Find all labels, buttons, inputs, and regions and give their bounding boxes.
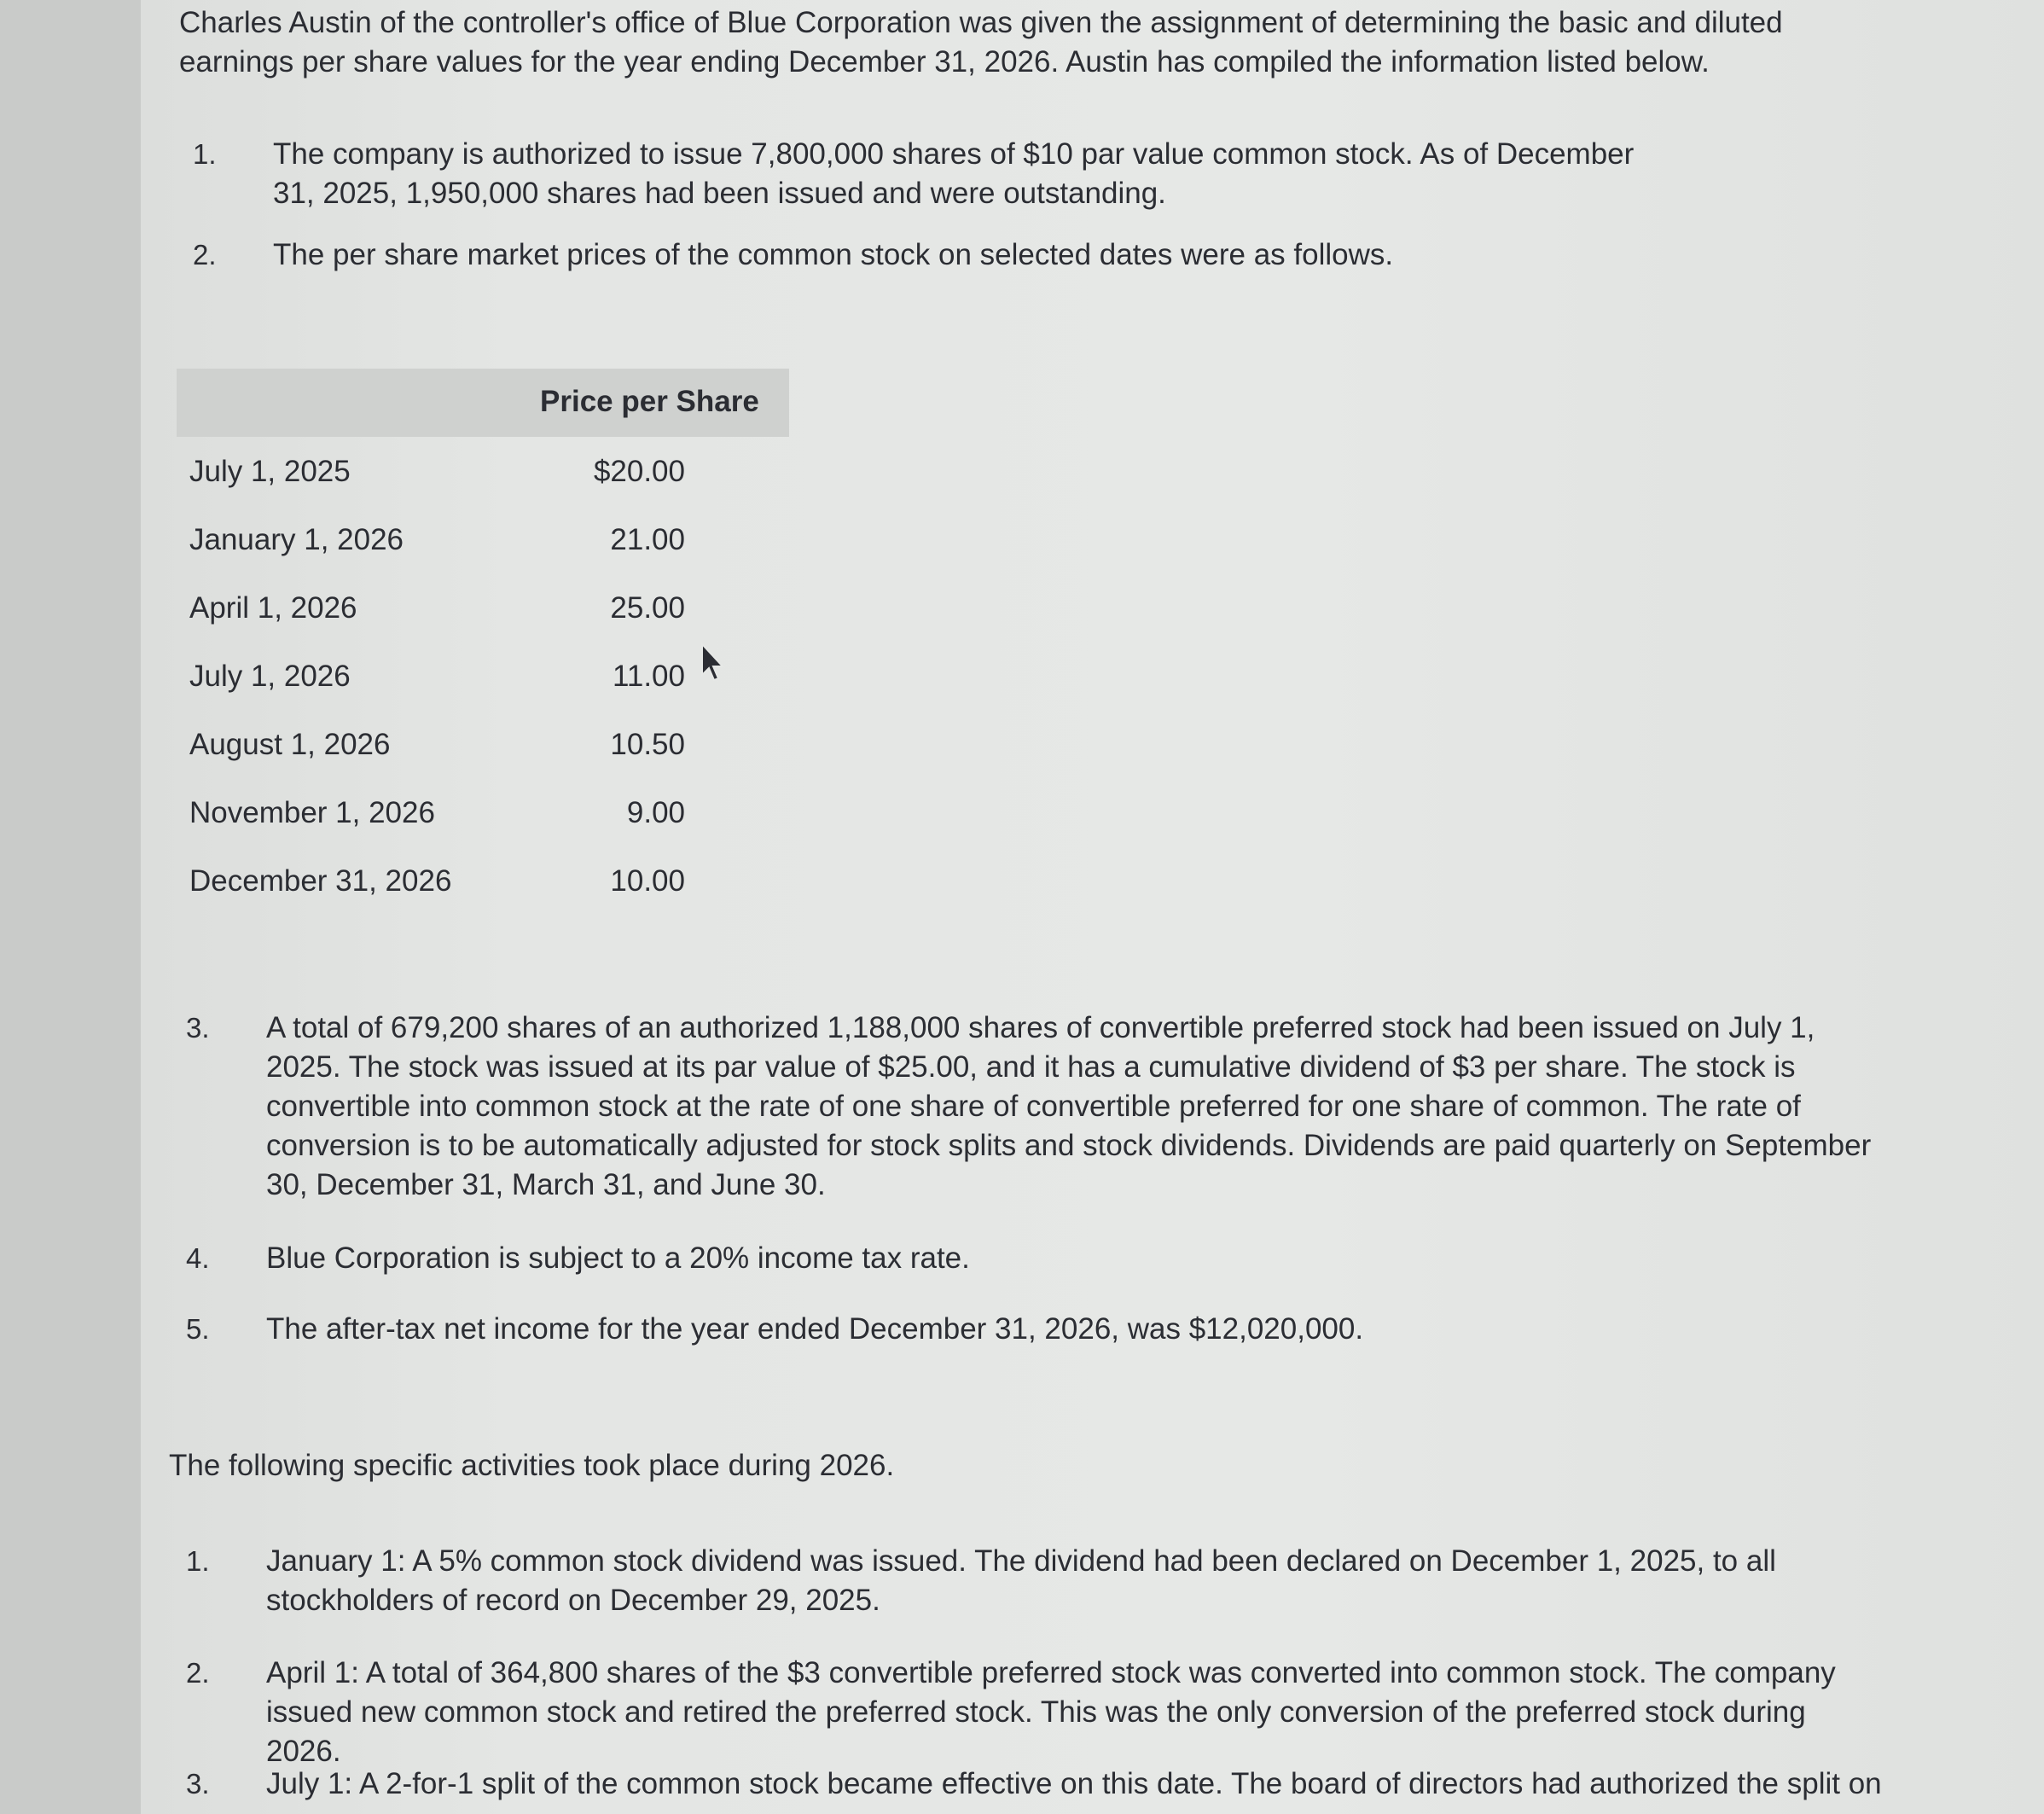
info-item-text: Blue Corporation is subject to a 20% income tax rate.	[266, 1241, 970, 1275]
mouse-pointer-icon	[700, 642, 725, 685]
date-cell: August 1, 2026	[189, 728, 391, 761]
table-row	[177, 505, 789, 573]
price-cell: 10.00	[610, 864, 685, 898]
info-item-text: A total of 679,200 shares of an authorized 1,188,000 shares of convertible preferred stock had been issued on July 1, 2025. The stock was issued at its par value of $25.00, and it has a cumulative dividend of $3 per share. The stock is convertible into common stock at the rate of one share of convertible preferred for one share of common. The rate of conversion is to be automatically adjusted for stock splits and stock dividends. Dividends are paid quarterly on September 30, December 31, March 31, and June 30.	[266, 1011, 1872, 1201]
activity-text: January 1: A 5% common stock dividend was issued. The dividend had been declared on December 1, 2025, to all stockholders of record on December 29, 2025.	[266, 1544, 1776, 1617]
price-cell: 10.50	[610, 728, 685, 761]
info-item-text: The after-tax net income for the year ended December 31, 2026, was $12,020,000.	[266, 1312, 1364, 1346]
activity-text: July 1: A 2-for-1 split of the common stock became effective on this date. The board of directors had authorized the split on	[266, 1767, 1882, 1800]
info-item-number: 4.	[186, 1242, 210, 1274]
date-cell: April 1, 2026	[189, 591, 357, 625]
date-cell: July 1, 2026	[189, 660, 351, 693]
activity-number: 2.	[186, 1657, 210, 1689]
price-cell: 11.00	[613, 660, 685, 693]
table-row	[177, 437, 789, 505]
price-table	[177, 369, 789, 915]
price-cell: 9.00	[626, 796, 685, 829]
date-cell: January 1, 2026	[189, 523, 404, 556]
price-column-header: Price per Share	[540, 385, 759, 418]
activities-heading: The following specific activities took place during 2026.	[169, 1449, 895, 1482]
date-cell: July 1, 2025	[189, 455, 351, 488]
price-cell: 21.00	[610, 523, 685, 556]
table-row	[177, 710, 789, 778]
info-item-number: 3.	[186, 1012, 210, 1044]
activity-number: 3.	[186, 1768, 210, 1799]
info-item-number: 2.	[193, 239, 217, 270]
activity-number: 1.	[186, 1545, 210, 1577]
date-cell: December 31, 2026	[189, 864, 452, 898]
price-table-header	[177, 369, 789, 437]
table-row	[177, 642, 789, 710]
info-item-text: The company is authorized to issue 7,800,000 shares of $10 par value common stock. As of December 31, 2025, 1,950,000 shares had been issued and were outstanding.	[273, 137, 1635, 210]
price-cell: 25.00	[610, 591, 685, 625]
table-row	[177, 778, 789, 846]
table-row	[177, 573, 789, 642]
info-item-number: 1.	[193, 138, 217, 170]
intro-paragraph: Charles Austin of the controller's office of Blue Corporation was given the assignment of determining the basic and diluted earnings per share values for the year ending December 31, 2026. Austin has compiled the information listed below.	[179, 6, 1783, 78]
info-item-text: The per share market prices of the common stock on selected dates were as follows.	[273, 238, 1394, 271]
activity-text: April 1: A total of 364,800 shares of the $3 convertible preferred stock was converted into common stock. The company issued new common stock and retired the preferred stock. This was the only conversion of the preferred stock during 2026.	[266, 1656, 1836, 1768]
date-cell: November 1, 2026	[189, 796, 435, 829]
table-row	[177, 846, 789, 915]
price-cell: $20.00	[593, 455, 685, 488]
info-item-number: 5.	[186, 1313, 210, 1345]
